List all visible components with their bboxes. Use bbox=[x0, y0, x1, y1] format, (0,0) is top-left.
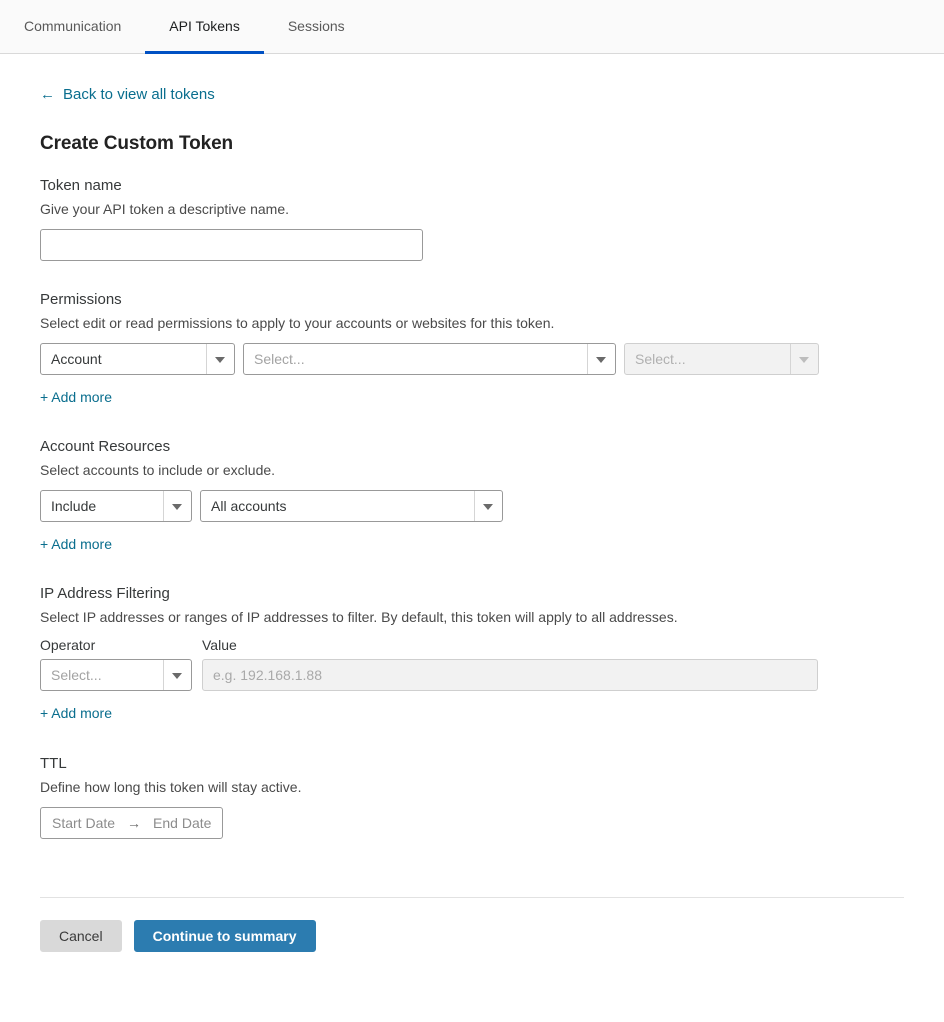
continue-to-summary-button[interactable]: Continue to summary bbox=[134, 920, 316, 952]
permission-scope-value: Account bbox=[51, 351, 102, 367]
ip-filtering-label: IP Address Filtering bbox=[40, 585, 170, 602]
permissions-add-more-button[interactable]: + Add more bbox=[40, 389, 112, 405]
chevron-down-icon bbox=[799, 357, 809, 363]
permission-level-select[interactable] bbox=[624, 343, 819, 375]
chevron-down-icon bbox=[172, 504, 182, 510]
ttl-description: Define how long this token will stay active. bbox=[40, 779, 302, 795]
section-permissions bbox=[40, 291, 904, 405]
section-ip-filtering bbox=[40, 585, 904, 721]
tab-sessions[interactable] bbox=[264, 0, 369, 54]
section-account-resources bbox=[40, 438, 904, 552]
ip-operator-group bbox=[40, 637, 192, 691]
permission-resource-value: Select... bbox=[254, 351, 305, 367]
ip-value-group bbox=[202, 637, 818, 691]
tab-api-tokens-label: API Tokens bbox=[169, 17, 240, 34]
tab-api-tokens[interactable] bbox=[145, 0, 264, 54]
divider bbox=[206, 344, 207, 374]
ip-value-input[interactable] bbox=[202, 659, 818, 691]
ip-filtering-add-more-button[interactable]: + Add more bbox=[40, 705, 112, 721]
tab-communication[interactable] bbox=[0, 0, 145, 54]
footer-actions bbox=[40, 920, 904, 952]
arrow-right-icon: → bbox=[127, 815, 142, 831]
divider bbox=[587, 344, 588, 374]
account-resources-mode-value: Include bbox=[51, 498, 97, 514]
divider bbox=[163, 491, 164, 521]
ip-operator-value: Select... bbox=[51, 667, 102, 683]
chevron-down-icon bbox=[172, 673, 182, 679]
back-to-tokens-link[interactable] bbox=[40, 86, 215, 103]
arrow-left-icon: ← bbox=[40, 86, 55, 103]
permissions-description: Select edit or read permissions to apply to your accounts or websites for this token. bbox=[40, 315, 555, 331]
token-name-description: Give your API token a descriptive name. bbox=[40, 201, 290, 217]
chevron-down-icon bbox=[483, 504, 493, 510]
ip-operator-label: Operator bbox=[40, 637, 96, 653]
account-resources-description: Select accounts to include or exclude. bbox=[40, 462, 276, 478]
back-to-tokens-label: Back to view all tokens bbox=[63, 86, 215, 103]
ip-operator-select[interactable] bbox=[40, 659, 192, 691]
account-resources-mode-select[interactable] bbox=[40, 490, 192, 522]
permissions-label: Permissions bbox=[40, 291, 122, 308]
ip-filtering-description: Select IP addresses or ranges of IP addresses to filter. By default, this token will apply to all addresses. bbox=[40, 609, 678, 625]
ttl-label: TTL bbox=[40, 755, 67, 772]
ip-value-label: Value bbox=[202, 637, 237, 653]
divider bbox=[474, 491, 475, 521]
permissions-row bbox=[40, 343, 904, 375]
section-token-name bbox=[40, 177, 904, 261]
account-resources-row bbox=[40, 490, 904, 522]
tab-sessions-label: Sessions bbox=[287, 17, 345, 34]
account-resources-accounts-value: All accounts bbox=[211, 498, 287, 514]
account-resources-add-more-button[interactable]: + Add more bbox=[40, 536, 112, 552]
ttl-start-date[interactable]: Start Date bbox=[52, 815, 116, 831]
divider bbox=[790, 344, 791, 374]
token-name-label: Token name bbox=[40, 177, 122, 194]
account-resources-label: Account Resources bbox=[40, 438, 171, 455]
chevron-down-icon bbox=[215, 357, 225, 363]
tab-bar bbox=[0, 0, 944, 54]
tab-communication-label: Communication bbox=[24, 17, 122, 34]
ip-filtering-row bbox=[40, 637, 904, 691]
footer-divider bbox=[40, 897, 904, 898]
token-name-input[interactable] bbox=[40, 229, 423, 261]
ttl-end-date[interactable]: End Date bbox=[153, 815, 212, 831]
chevron-down-icon bbox=[596, 357, 606, 363]
divider bbox=[163, 660, 164, 690]
cancel-button[interactable]: Cancel bbox=[40, 920, 122, 952]
ttl-date-range-picker[interactable] bbox=[40, 807, 223, 839]
permission-resource-select[interactable] bbox=[243, 343, 616, 375]
section-ttl bbox=[40, 755, 904, 839]
permission-scope-select[interactable] bbox=[40, 343, 235, 375]
account-resources-accounts-select[interactable] bbox=[200, 490, 503, 522]
page-title: Create Custom Token bbox=[40, 133, 234, 154]
page-content bbox=[0, 86, 944, 952]
permission-level-value: Select... bbox=[635, 351, 686, 367]
